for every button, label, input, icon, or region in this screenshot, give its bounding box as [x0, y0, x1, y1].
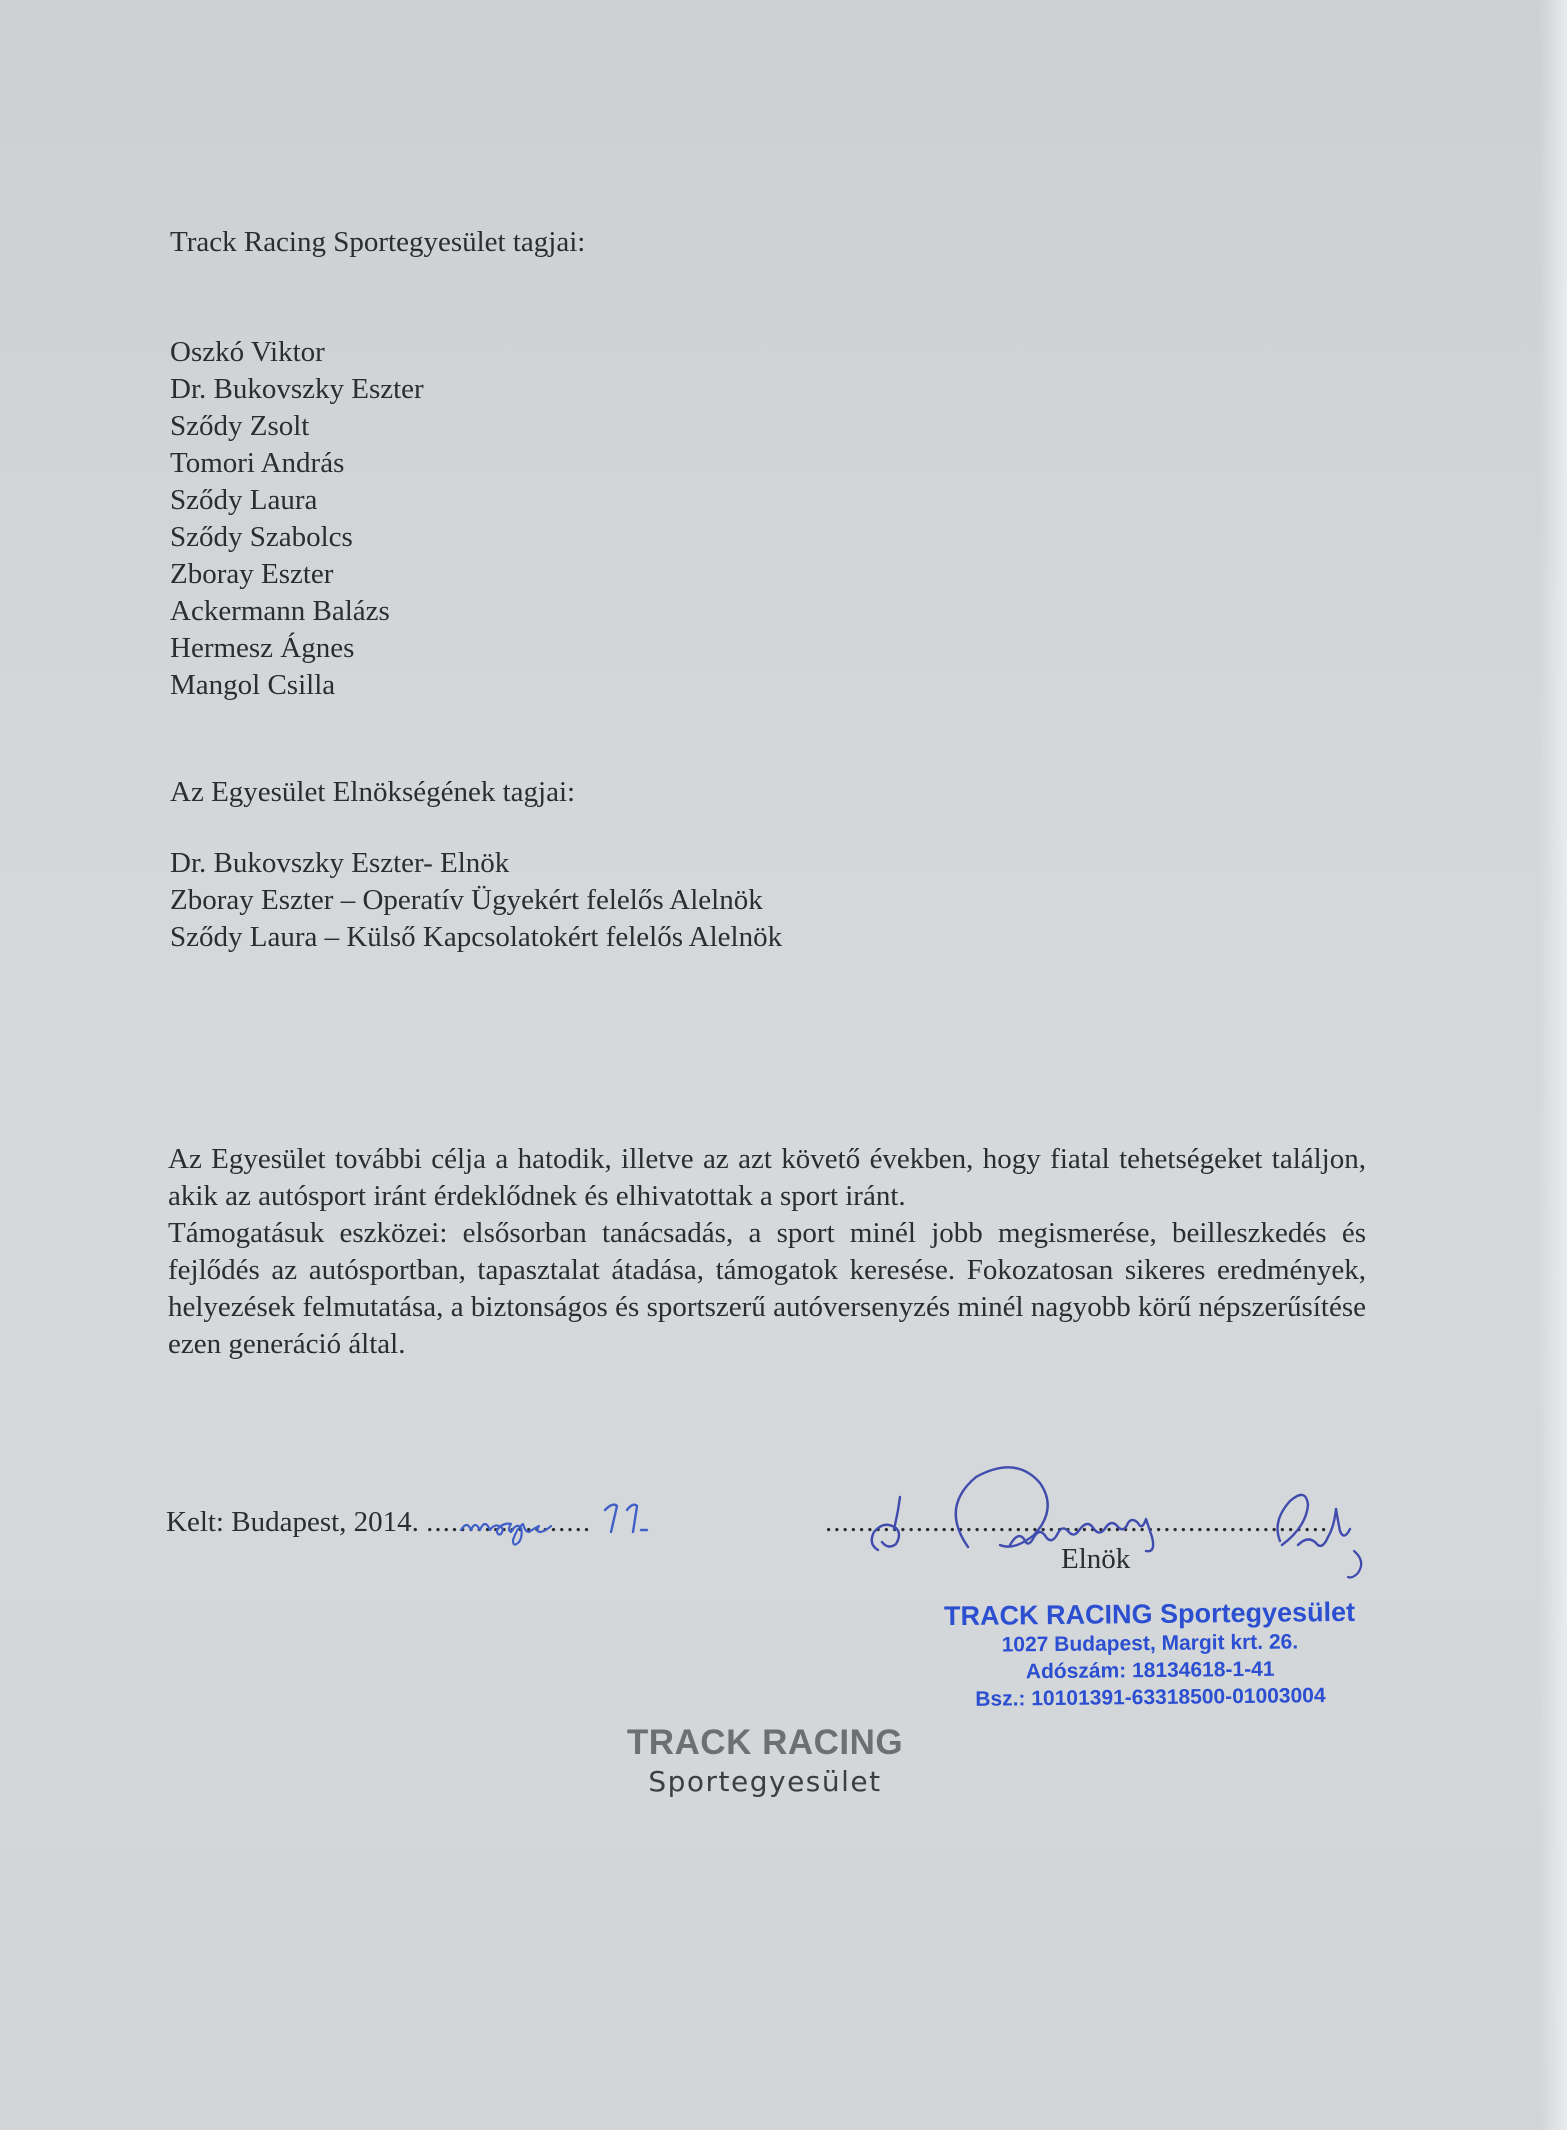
logo-subtitle: Sportegyesület	[648, 1765, 882, 1798]
date-dots: ....................	[426, 1506, 592, 1538]
purpose-text	[168, 1141, 1366, 1363]
member-item: Ackermann Balázs	[170, 595, 390, 627]
member-item: Zboray Eszter	[170, 558, 334, 590]
signature-dots: .............................................................	[825, 1506, 1329, 1538]
track-racing-logo	[560, 1722, 970, 1800]
place-date-label: Kelt: Budapest, 2014.	[166, 1506, 419, 1538]
members-heading: Track Racing Sportegyesület tagjai:	[170, 226, 586, 258]
board-list	[170, 845, 782, 956]
board-heading: Az Egyesület Elnökségének tagjai:	[170, 776, 576, 808]
logo-title: TRACK RACING	[626, 1723, 904, 1762]
member-item: Hermesz Ágnes	[170, 632, 355, 664]
member-item: Sződy Laura	[170, 484, 318, 516]
purpose-paragraph-1: Az Egyesület további célja a hatodik, illetve az azt követő években, hogy fiatal tehetségeket találjon, akik az autósport iránt érdeklődnek és elhivatottak a sport iránt.	[168, 1143, 1366, 1212]
board-member-item: Zboray Eszter – Operatív Ügyekért felelős Alelnök	[170, 884, 763, 916]
purpose-paragraph-2: Támogatásuk eszközei: elsősorban tanácsadás, a sport minél jobb megismerése, beilleszkedés és fejlődés az autósportban, tapasztalat átadása, támogatok keresése. Fokozatosan sikeres eredmények, helyezések felmutatása, a biztonságos és sportszerű autóversenyzés minél nagyobb körű népszerűsítése ezen generáció által.	[168, 1217, 1366, 1360]
stamp-bank-account: Bsz.: 10101391-63318500-01003004	[975, 1684, 1326, 1711]
member-item: Oszkó Viktor	[170, 336, 325, 368]
association-stamp	[899, 1595, 1400, 1713]
board-member-item: Sződy Laura – Külső Kapcsolatokért felelős Alelnök	[170, 921, 783, 953]
stamp-tax-number: Adószám: 18134618-1-41	[1025, 1657, 1275, 1684]
stamp-address: 1027 Budapest, Margit krt. 26.	[1001, 1630, 1299, 1657]
member-item: Sződy Zsolt	[170, 410, 310, 442]
member-item: Mangol Csilla	[170, 669, 336, 701]
member-item: Dr. Bukovszky Eszter	[170, 373, 424, 405]
member-item: Sződy Szabolcs	[170, 521, 353, 553]
stamp-name: TRACK RACING Sportegyesület	[943, 1596, 1356, 1632]
president-label: Elnök	[1061, 1543, 1131, 1575]
members-list	[170, 334, 424, 704]
member-item: Tomori András	[170, 447, 345, 479]
board-member-item: Dr. Bukovszky Eszter- Elnök	[170, 847, 510, 879]
place-date-line	[166, 1504, 591, 1541]
